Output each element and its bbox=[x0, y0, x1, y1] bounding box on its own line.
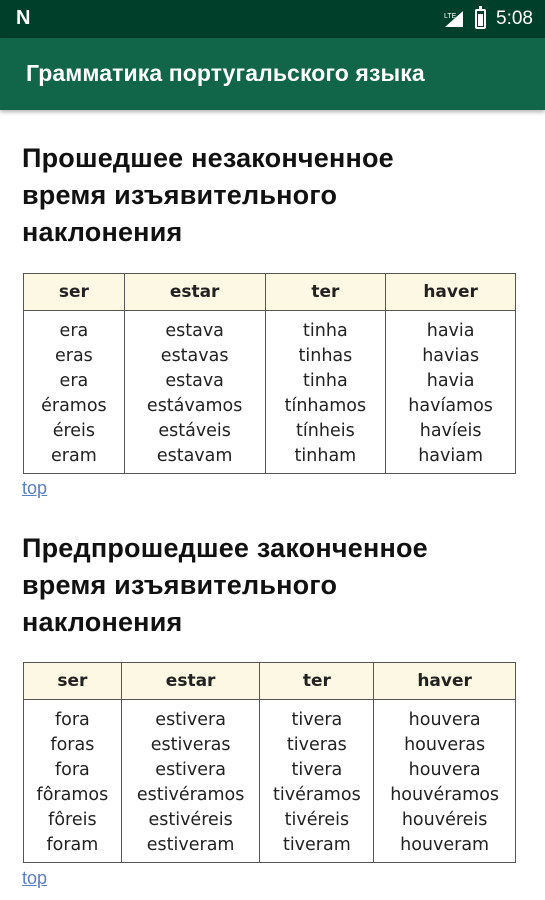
verb-form: estava bbox=[165, 321, 224, 341]
forms-cell-haver bbox=[386, 311, 516, 474]
column-header: estar bbox=[121, 663, 260, 700]
top-link[interactable]: top bbox=[22, 868, 48, 888]
verb-form: tiveram bbox=[282, 835, 351, 855]
verb-form: houveras bbox=[404, 735, 486, 755]
verb-form: tínheis bbox=[296, 421, 355, 441]
verb-form: era bbox=[59, 321, 89, 341]
heading-line: наклонения bbox=[22, 217, 183, 247]
forms-cell-estar bbox=[121, 700, 260, 863]
heading-line: Прошедшее незаконченное bbox=[22, 143, 394, 173]
verb-form: houveram bbox=[400, 835, 490, 855]
verb-form: tínhamos bbox=[284, 396, 367, 416]
verb-form: houvéramos bbox=[390, 785, 500, 805]
verb-form: tinha bbox=[303, 371, 348, 391]
column-header: haver bbox=[386, 274, 516, 311]
verb-form: estiveram bbox=[146, 835, 235, 855]
verb-form: havia bbox=[426, 321, 475, 341]
battery-icon bbox=[475, 9, 486, 29]
verb-form: houvera bbox=[408, 760, 481, 780]
verb-form: havíeis bbox=[419, 421, 482, 441]
forms-cell-ter bbox=[265, 311, 386, 474]
verb-form: havia bbox=[426, 371, 475, 391]
verb-form: éreis bbox=[52, 421, 96, 441]
verb-form: estivéramos bbox=[136, 785, 245, 805]
verb-form: tivera bbox=[291, 710, 343, 730]
verb-form: houvera bbox=[408, 710, 481, 730]
conjugation-table-pluperfect bbox=[23, 662, 516, 863]
verb-form: estava bbox=[165, 371, 224, 391]
verb-form: estiveras bbox=[150, 735, 231, 755]
verb-form: estáveis bbox=[158, 421, 231, 441]
verb-form: foras bbox=[50, 735, 95, 755]
forms-cell-ter bbox=[260, 700, 374, 863]
verb-form: estavam bbox=[156, 446, 233, 466]
clock: 5:08 bbox=[496, 8, 533, 29]
column-header: ter bbox=[265, 274, 386, 311]
heading-line: время изъявительного bbox=[22, 570, 338, 600]
forms-cell-estar bbox=[124, 311, 265, 474]
verb-form: tinhas bbox=[298, 346, 353, 366]
verb-form: eram bbox=[51, 446, 97, 466]
conjugation-table-imperfect bbox=[23, 273, 516, 474]
table-header-row bbox=[24, 663, 516, 700]
forms-cell-ser bbox=[24, 311, 125, 474]
verb-form: foram bbox=[46, 835, 99, 855]
signal-icon bbox=[443, 10, 465, 28]
section-heading-imperfect bbox=[22, 140, 394, 251]
app-title: Грамматика португальского языка bbox=[26, 60, 425, 86]
verb-form: tivera bbox=[291, 760, 343, 780]
column-header: estar bbox=[124, 274, 265, 311]
verb-form: houvéreis bbox=[401, 810, 488, 830]
verb-form: tivéreis bbox=[284, 810, 350, 830]
heading-line: Предпрошедшее законченное bbox=[22, 533, 428, 563]
verb-form: eras bbox=[54, 346, 93, 366]
verb-form: havias bbox=[422, 346, 480, 366]
verb-form: haviam bbox=[418, 446, 484, 466]
verb-form: estivera bbox=[155, 760, 226, 780]
heading-line: наклонения bbox=[22, 607, 183, 637]
verb-form: era bbox=[59, 371, 89, 391]
status-icons bbox=[443, 6, 533, 32]
verb-form: fora bbox=[54, 710, 90, 730]
verb-form: estavas bbox=[160, 346, 229, 366]
column-header: haver bbox=[374, 663, 516, 700]
notification-app-icon: N bbox=[16, 7, 31, 29]
verb-form: havíamos bbox=[408, 396, 493, 416]
table-header-row bbox=[24, 274, 516, 311]
app-bar bbox=[0, 38, 545, 110]
verb-form: estávamos bbox=[146, 396, 243, 416]
verb-form: estivéreis bbox=[148, 810, 233, 830]
heading-line: время изъявительного bbox=[22, 180, 338, 210]
column-header: ser bbox=[24, 274, 125, 311]
verb-form: tinha bbox=[303, 321, 348, 341]
verb-form: estivera bbox=[155, 710, 226, 730]
lte-label: LTE bbox=[444, 13, 457, 20]
verb-form: fôramos bbox=[36, 785, 109, 805]
top-link[interactable]: top bbox=[22, 478, 48, 498]
content-scroll[interactable] bbox=[0, 110, 545, 900]
verb-form: tiveras bbox=[286, 735, 347, 755]
column-header: ser bbox=[24, 663, 122, 700]
verb-form: tivéramos bbox=[273, 785, 361, 805]
table-row bbox=[24, 311, 516, 474]
forms-cell-ser bbox=[24, 700, 122, 863]
verb-form: fora bbox=[54, 760, 90, 780]
column-header: ter bbox=[260, 663, 374, 700]
verb-form: tinham bbox=[294, 446, 357, 466]
status-bar bbox=[0, 0, 545, 38]
verb-form: fôreis bbox=[48, 810, 97, 830]
section-heading-pluperfect bbox=[22, 530, 428, 641]
verb-form: éramos bbox=[41, 396, 107, 416]
table-row bbox=[24, 700, 516, 863]
forms-cell-haver bbox=[374, 700, 516, 863]
